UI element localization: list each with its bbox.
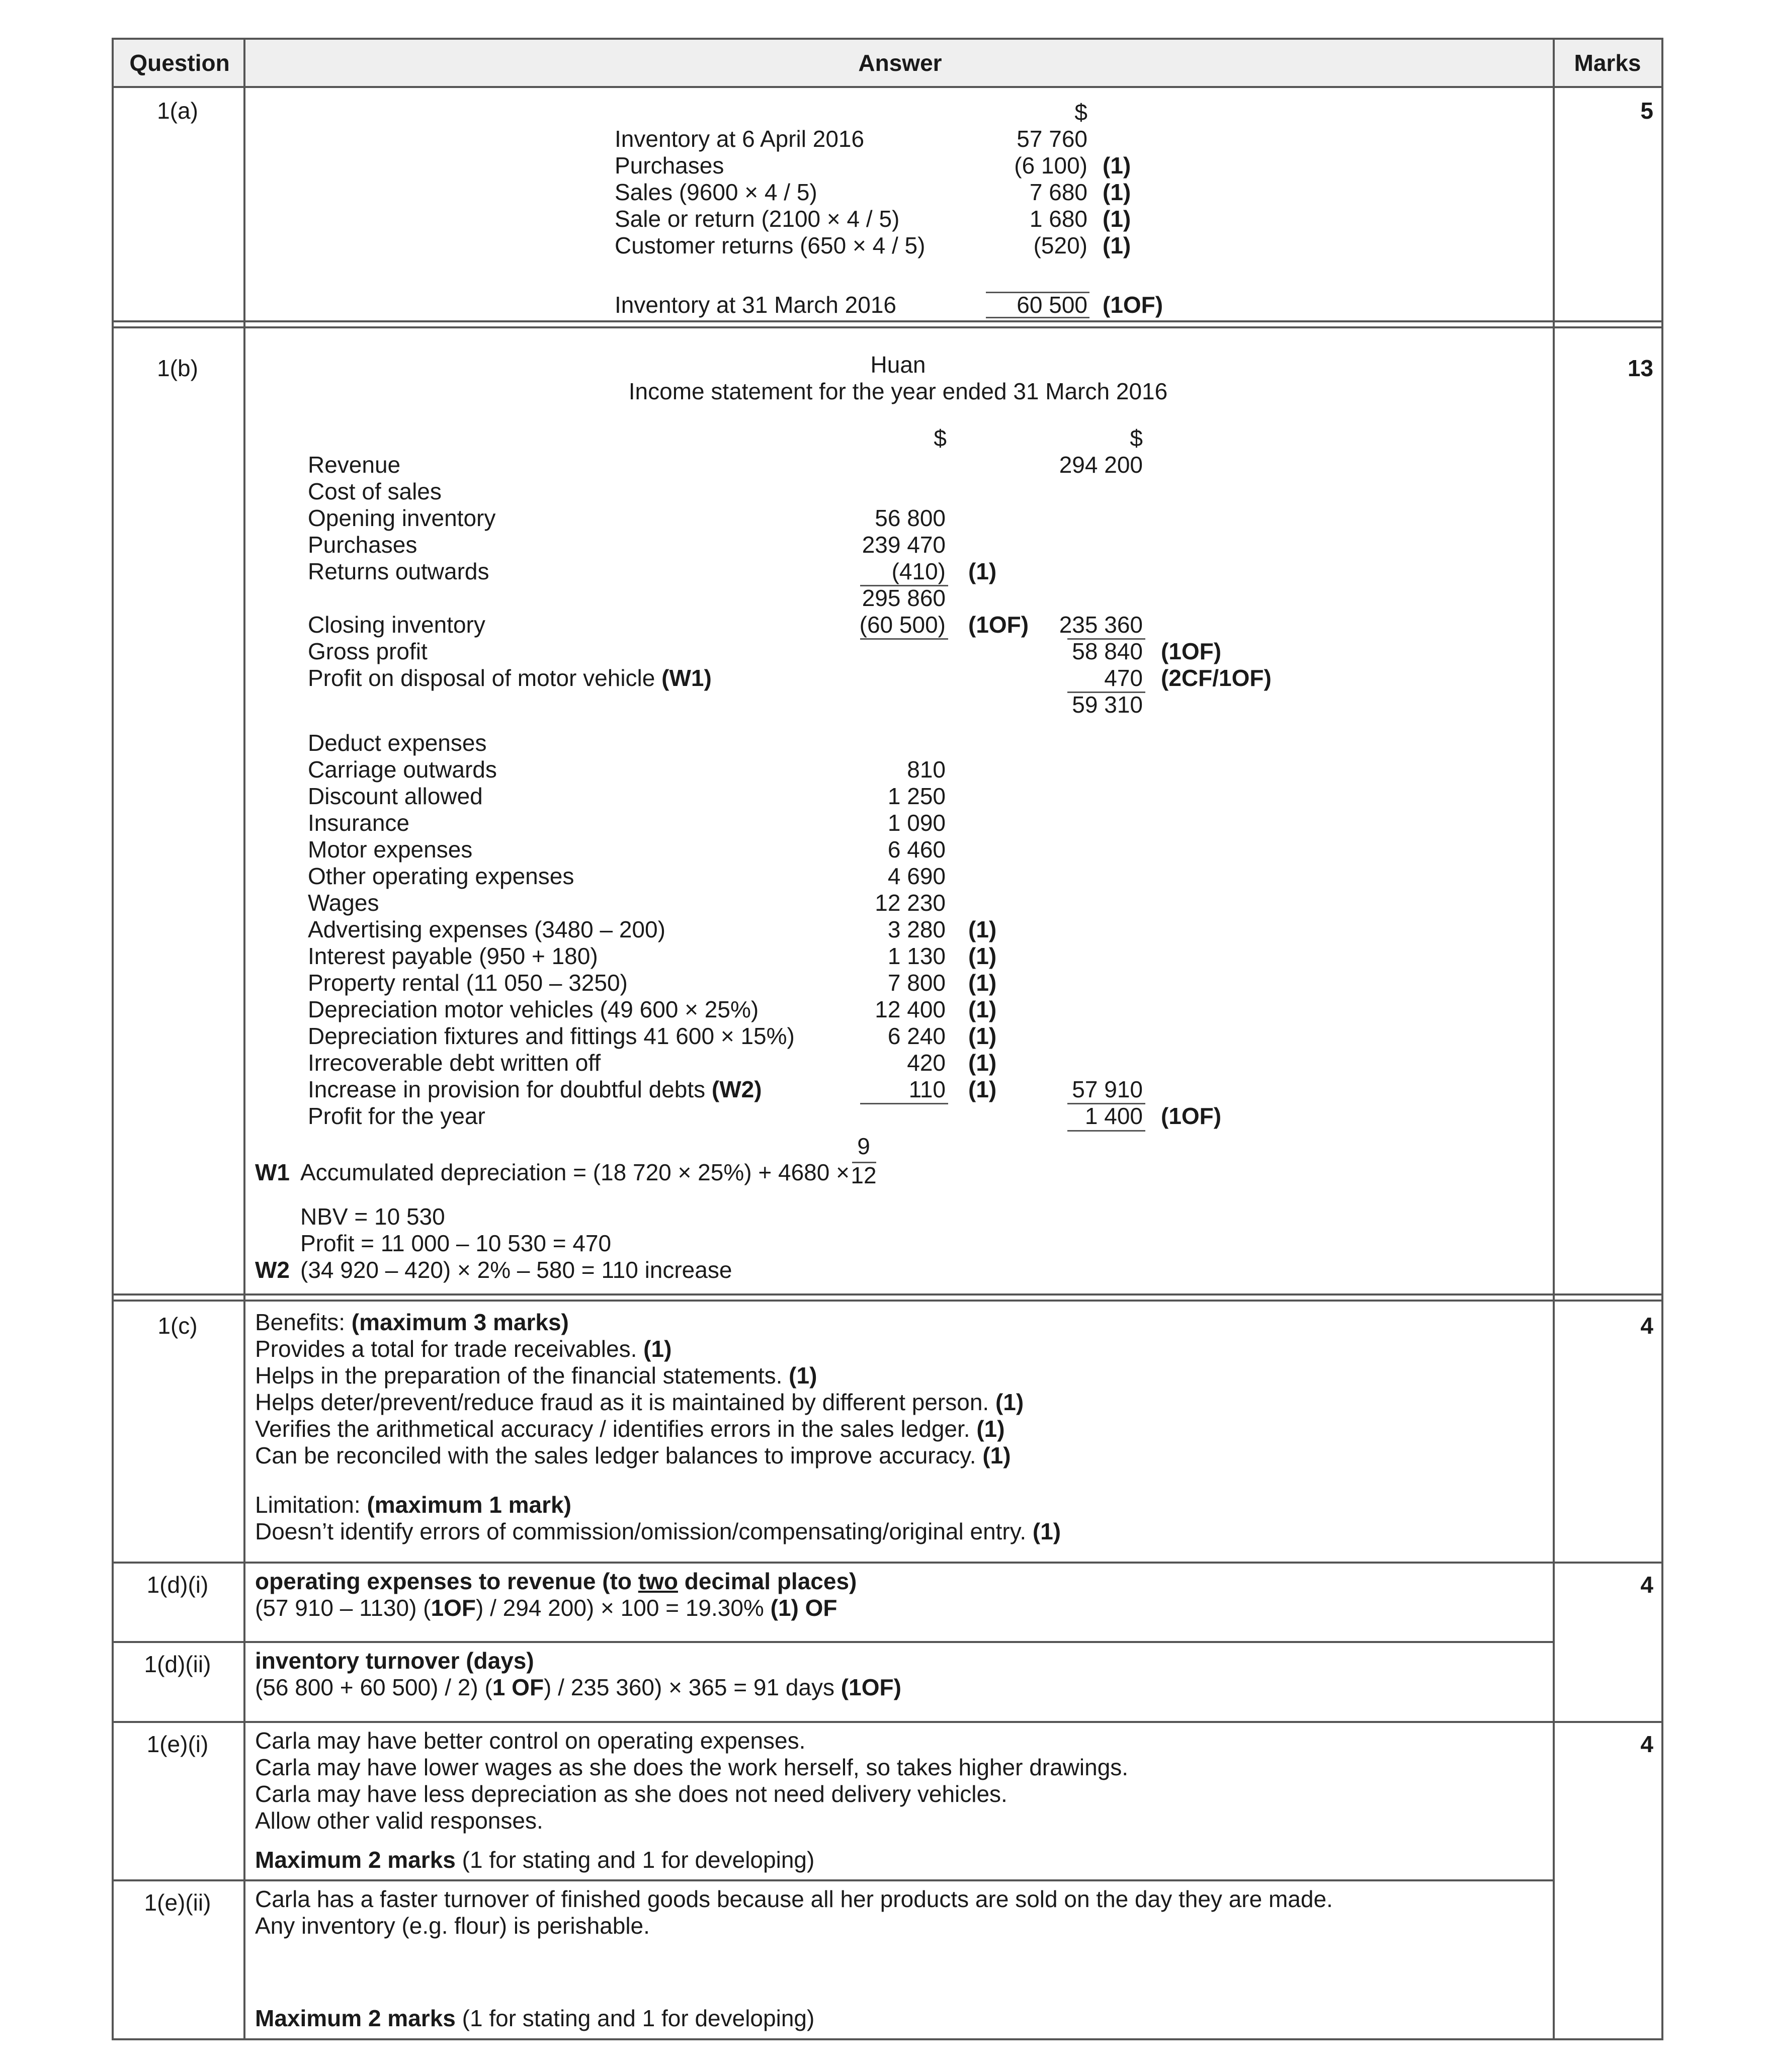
profit-value: 1 400 [1084,1103,1143,1129]
disposal-ref: (W1) [661,665,712,691]
deduct-expenses-label: Deduct expenses [308,730,487,756]
heading-part: operating expenses to revenue (to [255,1568,638,1594]
expense-value: 1 130 [887,943,946,969]
total-mark: (1OF) [1103,292,1163,318]
gross-profit-mark: (1OF) [1161,638,1222,664]
opening-inventory-value: 56 800 [875,505,946,531]
provision-value: 110 [908,1076,946,1102]
question-label: 1(e)(ii) [144,1889,211,1916]
expense-value: 1 090 [887,810,946,836]
expense-mark: (1) [968,970,997,996]
benefits-heading [255,1309,569,1336]
expense-mark: (1) [968,996,997,1022]
total-rule-bottom [986,317,1089,318]
row-value: 7 680 [1029,179,1087,205]
working-mark: (1) OF [770,1595,837,1621]
answer-line: Carla may have lower wages as she does the work herself, so takes higher drawings. [255,1754,1129,1780]
w2-label: W2 [255,1257,290,1283]
marks-value: 4 [1640,1313,1653,1339]
returns-outwards-mark: (1) [968,558,997,584]
expense-label: Interest payable (950 + 180) [308,943,598,969]
marks-value: 4 [1640,1731,1653,1757]
max-marks-bold: Maximum 2 marks [255,2005,456,2031]
limitation-line [255,1518,1061,1545]
row-mark: (1) [1103,152,1131,179]
profit-label: Profit for the year [308,1103,485,1129]
benefit-text: Can be reconciled with the sales ledger balances to improve accuracy. [255,1442,976,1469]
max-marks-note: (1 for stating and 1 for developing) [455,1847,815,1873]
profit-mark: (1OF) [1161,1103,1222,1129]
question-label: 1(b) [157,355,198,381]
question-column-header: Question [129,50,230,76]
row-separator [112,1721,1663,1723]
statement-title: Huan [870,352,926,378]
expense-label: Motor expenses [308,836,473,862]
revenue-label: Revenue [308,452,401,478]
benefit-line [255,1416,1005,1442]
expense-label: Discount allowed [308,783,483,809]
closing-rule [860,638,948,640]
expense-mark: (1) [968,916,997,942]
w1-label: W1 [255,1159,290,1185]
row-separator [112,1562,1663,1564]
expense-value: 6 240 [887,1023,946,1049]
total-expenses-value: 57 910 [1072,1076,1143,1102]
expense-label: Irrecoverable debt written off [308,1050,601,1076]
currency-col2: $ [1130,425,1143,451]
row-separator [112,320,1663,322]
max-marks-line [255,2005,814,2032]
w1-numerator: 9 [857,1133,870,1159]
benefit-text: Helps in the preparation of the financial statements. [255,1362,783,1389]
currency-col1: $ [934,425,947,451]
expense-label: Wages [308,890,379,916]
row-label: Purchases [615,152,724,179]
working-mark: 1 OF [492,1674,544,1700]
working-part: (57 910 – 1130) ( [255,1595,431,1621]
w1-profit: Profit = 11 000 – 10 530 = 470 [300,1230,612,1256]
benefit-line [255,1442,1011,1469]
question-label: 1(d)(ii) [144,1651,211,1677]
limit-head: Limitation: [255,1492,361,1518]
table-border-bottom [112,2038,1663,2040]
profit-rule [1067,1130,1145,1132]
row-value: (520) [1033,232,1087,258]
question-label: 1(d)(i) [146,1572,209,1598]
question-label: 1(a) [157,98,198,124]
expense-label: Insurance [308,810,410,836]
total-value: 60 500 [1017,292,1087,318]
answer-line: Allow other valid responses. [255,1807,543,1834]
expense-mark: (1) [968,1023,997,1049]
column-divider-marks [1553,38,1555,2040]
turnover-heading: inventory turnover (days) [255,1648,534,1674]
benefit-text: Verifies the arithmetical accuracy / identifies errors in the sales ledger. [255,1416,970,1442]
w1-denominator: 12 [851,1162,877,1188]
benefit-mark: (1) [995,1389,1024,1415]
benefit-text: Helps deter/prevent/reduce fraud as it is maintained by different person. [255,1389,989,1415]
row-separator [243,1641,1553,1643]
expense-label: Depreciation motor vehicles (49 600 × 25%) [308,996,759,1022]
cost-of-sales-value: 235 360 [1059,612,1143,638]
disposal-text: Profit on disposal of motor vehicle [308,665,655,691]
benefit-line [255,1389,1024,1416]
row-label: Inventory at 6 April 2016 [615,126,865,152]
w2-text: (34 920 – 420) × 2% – 580 = 110 increase [300,1257,732,1283]
expense-value: 6 460 [887,836,946,862]
marks-value: 5 [1640,98,1653,124]
disposal-mark: (2CF/1OF) [1161,665,1272,691]
answer-line: Carla may have less depreciation as she does not need delivery vehicles. [255,1781,1007,1807]
benefit-text: Provides a total for trade receivables. [255,1336,637,1362]
gross-profit-label: Gross profit [308,638,428,664]
w1-nbv: NBV = 10 530 [300,1203,445,1230]
expense-label: Property rental (11 050 – 3250) [308,970,628,996]
expense-label: Other operating expenses [308,863,574,889]
answer-line: Any inventory (e.g. flour) is perishable. [255,1913,650,1939]
gross-profit-value: 58 840 [1072,638,1143,664]
row-label: Sales (9600 × 4 / 5) [615,179,817,205]
expense-value: 3 280 [887,916,946,942]
answer-column-header: Answer [858,50,942,76]
returns-outwards-label: Returns outwards [308,558,489,584]
answer-line: Carla has a faster turnover of finished goods because all her products are sold on the day they are made. [255,1886,1333,1912]
expense-value: 420 [907,1050,946,1076]
max-marks-note: (1 for stating and 1 for developing) [455,2005,815,2031]
expense-label: Carriage outwards [308,756,497,783]
expense-value: 12 400 [875,996,946,1022]
provision-text: Increase in provision for doubtful debts [308,1076,706,1102]
provision-ref: (W2) [711,1076,762,1102]
question-label: 1(e)(i) [146,1731,209,1757]
max-marks-line [255,1847,814,1873]
benefit-line [255,1362,817,1389]
expense-value: 4 690 [887,863,946,889]
closing-inventory-label: Closing inventory [308,612,485,638]
row-value: 57 760 [1017,126,1087,152]
question-label: 1(c) [157,1313,198,1339]
working-part: ) / 294 200) × 100 = 19.30% [475,1595,771,1621]
table-border-left [112,38,114,2040]
disposal-label [308,665,712,692]
statement-subtitle: Income statement for the year ended 31 March 2016 [628,378,1168,404]
row-mark: (1) [1103,232,1131,258]
subtotal-value: 295 860 [862,585,946,611]
expense-mark: (1) [968,1050,997,1076]
expense-label: Advertising expenses (3480 – 200) [308,916,665,942]
limit-max: (maximum 1 mark) [367,1492,571,1518]
provision-mark: (1) [968,1076,997,1102]
benefit-mark: (1) [789,1362,817,1389]
ratio-working [255,1595,837,1621]
returns-outwards-value: (410) [891,558,946,584]
benefits-head: Benefits: [255,1309,345,1335]
row-separator [112,326,1663,328]
turnover-working [255,1674,901,1701]
row-mark: (1) [1103,179,1131,205]
expense-value: 810 [907,756,946,783]
working-part: ) / 235 360) × 365 = 91 days [544,1674,841,1700]
expense-value: 1 250 [887,783,946,809]
row-separator [112,1879,1553,1881]
purchases-label: Purchases [308,532,417,558]
sum-value: 59 310 [1072,692,1143,718]
limit-text: Doesn’t identify errors of commission/omission/compensating/original entry. [255,1518,1027,1544]
expenses-rule [860,1103,948,1104]
row-separator [112,1293,1663,1296]
benefits-max: (maximum 3 marks) [351,1309,569,1335]
currency-symbol: $ [1074,99,1087,125]
row-label: Customer returns (650 × 4 / 5) [615,232,926,258]
limit-mark: (1) [1032,1518,1061,1544]
benefit-mark: (1) [982,1442,1011,1469]
provision-label [308,1076,762,1103]
heading-part: decimal places) [678,1568,857,1594]
revenue-value: 294 200 [1059,452,1143,478]
row-separator [112,1641,243,1643]
column-divider-answer [243,38,245,2040]
expense-value: 12 230 [875,890,946,916]
benefit-mark: (1) [643,1336,672,1362]
row-mark: (1) [1103,206,1131,232]
working-mark: (1OF) [841,1674,901,1700]
limitation-heading [255,1492,571,1518]
row-label: Sale or return (2100 × 4 / 5) [615,206,900,232]
working-mark: 1OF [431,1595,476,1621]
heading-underlined: two [638,1568,678,1594]
answer-line: Carla may have better control on operating expenses. [255,1728,806,1754]
w1-text: Accumulated depreciation = (18 720 × 25%) + 4680 × [300,1159,850,1185]
expense-label: Depreciation fixtures and fittings 41 600 × 15%) [308,1023,795,1049]
table-border-right [1661,38,1663,2040]
benefit-line [255,1336,671,1362]
table-header [112,38,1663,88]
marks-value: 4 [1640,1572,1653,1598]
row-separator [112,1300,1663,1302]
closing-inventory-mark: (1OF) [968,612,1029,638]
working-part: (56 800 + 60 500) / 2) ( [255,1674,492,1700]
ratio-heading [255,1568,857,1595]
purchases-value: 239 470 [862,532,946,558]
opening-inventory-label: Opening inventory [308,505,496,531]
marks-value: 13 [1627,355,1653,381]
cost-of-sales-label: Cost of sales [308,478,442,504]
row-value: 1 680 [1029,206,1087,232]
total-label: Inventory at 31 March 2016 [615,292,896,318]
expense-value: 7 800 [887,970,946,996]
expense-mark: (1) [968,943,997,969]
disposal-value: 470 [1104,665,1143,691]
closing-inventory-value: (60 500) [859,612,946,638]
marks-column-header: Marks [1574,50,1641,76]
mark-scheme-table [112,38,1663,2040]
benefit-mark: (1) [976,1416,1005,1442]
max-marks-bold: Maximum 2 marks [255,1847,456,1873]
row-value: (6 100) [1014,152,1087,179]
